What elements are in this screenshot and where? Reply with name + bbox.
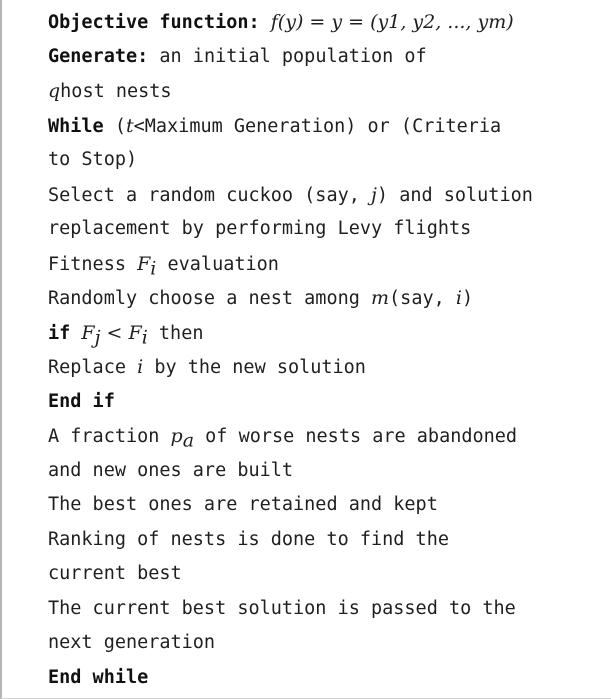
line-text: Ranking of nests is done to find the xyxy=(48,529,449,550)
current-best-line xyxy=(48,563,182,585)
keyword: While xyxy=(48,116,104,137)
variable: F xyxy=(128,322,142,344)
objective-line xyxy=(48,11,514,34)
subscript: i xyxy=(150,257,157,280)
host-nests-line xyxy=(48,80,172,103)
end-while-line xyxy=(48,667,148,689)
operator: < xyxy=(100,322,129,344)
replace-line xyxy=(48,356,366,379)
fitness-line xyxy=(48,253,279,280)
line-text: host nests xyxy=(60,81,172,102)
keyword: End while xyxy=(48,667,149,688)
keyword: End if xyxy=(48,391,115,412)
variable: q xyxy=(48,80,61,102)
subscript: j xyxy=(94,326,101,349)
generate-line xyxy=(48,46,427,68)
end-if-line xyxy=(48,391,115,413)
line-text: replacement by performing Levy flights xyxy=(48,218,472,239)
line-text: next generation xyxy=(48,632,216,653)
line-text: (say, xyxy=(389,288,456,309)
line-text: evaluation xyxy=(156,254,279,275)
line-text: and new ones are built xyxy=(48,460,294,481)
line-text: Randomly choose a nest among xyxy=(48,288,372,309)
line-text: A fraction xyxy=(48,426,171,447)
while-cont-line xyxy=(48,149,137,171)
keyword: Generate: xyxy=(48,46,149,67)
keyword: if xyxy=(48,323,71,344)
objective-formula: f(y) = y = (y1, y2, ..., ym) xyxy=(270,11,514,33)
variable: p xyxy=(170,425,183,447)
line-text: Replace xyxy=(48,357,138,378)
while-line xyxy=(48,115,501,138)
line-text: ) xyxy=(461,288,474,309)
retained-line xyxy=(48,494,438,516)
subscript: a xyxy=(182,429,195,452)
line-text: to Stop) xyxy=(48,149,138,170)
variable: m xyxy=(371,287,390,309)
select-cuckoo-line xyxy=(48,184,533,207)
line-text: an initial population of xyxy=(148,46,427,67)
line-text: ( xyxy=(103,116,126,137)
line-text: Select a random cuckoo (say, xyxy=(48,185,372,206)
variable: t xyxy=(125,115,134,137)
new-ones-line xyxy=(48,460,293,482)
if-line xyxy=(48,322,204,349)
line-text: by the new solution xyxy=(143,357,366,378)
line-text: Fitness xyxy=(48,254,138,275)
line-text: The current best solution is passed to the xyxy=(48,598,516,619)
levy-line xyxy=(48,218,471,240)
line-text: <Maximum Generation) or (Criteria xyxy=(133,116,502,137)
keyword: Objective function: xyxy=(48,12,260,33)
variable: i xyxy=(455,287,462,309)
variable: i xyxy=(137,356,144,378)
line-text: current best xyxy=(48,563,182,584)
fraction-line xyxy=(48,425,518,452)
next-generation-line xyxy=(48,632,215,654)
passed-line xyxy=(48,598,516,620)
variable: j xyxy=(371,184,377,206)
ranking-line xyxy=(48,529,449,551)
subscript: i xyxy=(141,326,148,349)
line-text: ) and solution xyxy=(376,185,533,206)
variable: F xyxy=(81,322,95,344)
choose-nest-line xyxy=(48,287,473,310)
line-text: then xyxy=(147,323,204,344)
line-text: of worse nests are abandoned xyxy=(194,426,518,447)
line-text: The best ones are retained and kept xyxy=(48,494,438,515)
variable: F xyxy=(137,253,151,275)
